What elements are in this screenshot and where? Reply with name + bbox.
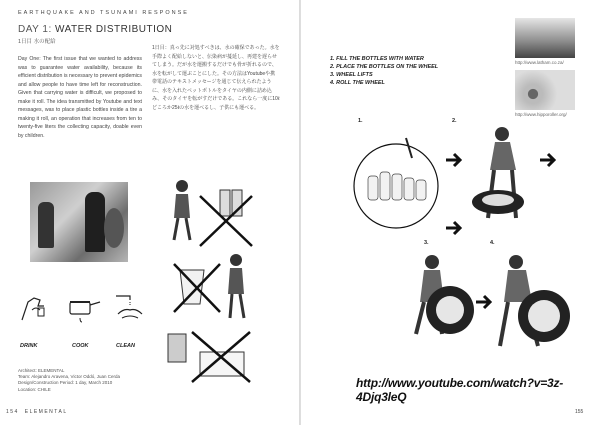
child-carrying-bucket-figure — [180, 254, 244, 318]
rolling-wheel-illustrations — [350, 120, 580, 360]
left-footer-label: ELEMENTAL — [24, 409, 68, 415]
cook-label: COOK — [72, 343, 89, 349]
step-3-illustration — [416, 255, 474, 334]
step-3: 3. WHEEL LIFTS — [330, 72, 373, 78]
project-credits — [18, 368, 120, 393]
hippo-roller-photo-1 — [515, 18, 575, 58]
left-page-number: 154 — [6, 409, 19, 415]
hand-drink-icon — [18, 292, 58, 324]
arrow-2-icon — [540, 154, 554, 166]
rescue-photo — [30, 182, 128, 262]
credit-location: Location: CHILE — [18, 386, 51, 392]
person-figure — [38, 202, 54, 248]
title-prefix: DAY 1: — [18, 24, 52, 35]
thumb-caption-1: http://www.latham.co.za/ — [515, 60, 564, 65]
thumb-caption-2: http://www.hipporoller.org/ — [515, 112, 567, 117]
hippo-roller-photo-2 — [515, 70, 575, 110]
instruction-steps — [330, 55, 438, 87]
section-header: EARTHQUAKE AND TSUNAMI RESPONSE — [18, 10, 189, 16]
pot-icon — [62, 292, 102, 324]
arrow-1-icon — [446, 154, 460, 166]
book-gutter — [299, 0, 301, 425]
step-number-1: 1. — [358, 118, 363, 124]
body-text-japanese: 1日目：真っ先に対処すべきは、水の確保であった。水を手際よく配給しないと、伝染病が蔓延し、再建を遅らせてしまう。だが水を運搬するだけでも骨が折れるので、水を転がして運ぶことにした。その方法はYoutubeや携帯電話のテキストメッセージを通じて伝えられたように、水を入れたペットボトルをタイヤの内側に詰め込み、そのタイヤを転がすだけである。これなら一度に10ℓどころか25ℓの水を運べるし、子供にも運べる。 — [152, 45, 280, 111]
firefighter-figure — [85, 192, 105, 252]
step-1: 1. FILL THE BOTTLES WITH WATER — [330, 56, 424, 62]
clean-label: CLEAN — [116, 343, 135, 349]
credit-architect: Architect: ELEMENTAL — [18, 368, 65, 373]
child-carrying-bottles-figure — [174, 180, 242, 240]
arrow-4-icon — [476, 296, 490, 308]
step-number-3: 3. — [424, 240, 429, 246]
arrow-3-icon — [446, 222, 460, 234]
body-text-english: Day One: The first issue that we wanted to address was to guarantee water availability, because its efficient distribution is necessary to prevent epidemics and allow people to have time left for reconstruction. Given that carrying water is difficult, we proposed to make it roll. The idea transmitted by Youtube and text messages, was to place plastic bottles inside a tire a making it roll, an operation that increases from ten to twenty-five liters the collecting capacity, doable even by children. — [18, 56, 142, 139]
step-4: 4. ROLL THE WHEEL — [330, 80, 385, 86]
left-page-footer — [6, 409, 68, 415]
credit-team: Team: Alejandro Aravena, Victor Oddó, Juan Cerda — [18, 374, 120, 380]
step-4-illustration — [500, 255, 570, 346]
step-number-2: 2. — [452, 118, 457, 124]
step-2-illustration — [472, 127, 524, 218]
credit-period: Design/Construction Period: 1 day, March 2010 — [18, 380, 113, 386]
page-subtitle-jp: 1日目 水の配給 — [18, 39, 56, 45]
step-number-4: 4. — [490, 240, 495, 246]
youtube-link[interactable]: http://www.youtube.com/watch?v=3z-4Djq3leQ — [356, 376, 564, 404]
equipment-shape — [104, 208, 124, 248]
carrying-comparison-figures — [160, 176, 280, 384]
step-2: 2. PLACE THE BOTTLES ON THE WHEEL — [330, 64, 439, 70]
right-page-number: 155 — [575, 409, 584, 415]
title-main: WATER DISTRIBUTION — [55, 24, 173, 35]
washing-hands-icon — [110, 292, 150, 324]
step-1-illustration — [354, 138, 438, 228]
page-title — [18, 24, 172, 35]
drink-label: DRINK — [20, 343, 38, 349]
